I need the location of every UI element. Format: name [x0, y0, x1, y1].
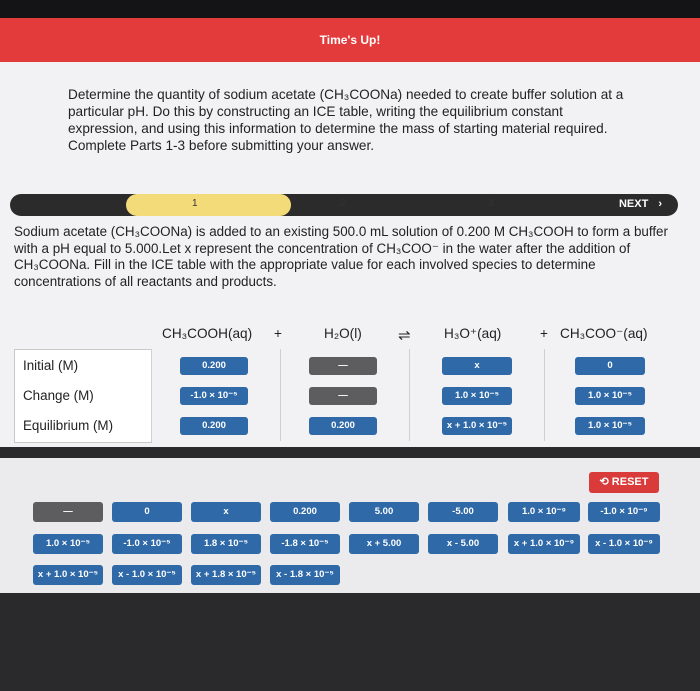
species-water: H₂O(l)	[324, 326, 362, 341]
chevron-right-icon: ›	[658, 198, 662, 210]
ice-column-acetic-acid	[151, 349, 280, 441]
ice-row-labels	[14, 349, 152, 443]
cell-initial-acetic-acid[interactable]: 0.200	[180, 357, 248, 375]
answer-tile[interactable]: x + 1.0 × 10⁻⁵	[33, 565, 103, 585]
answer-tile[interactable]: 5.00	[349, 502, 419, 522]
ice-column-hydronium	[409, 349, 544, 441]
next-label: NEXT	[618, 198, 649, 210]
step-1[interactable]: 1	[192, 198, 198, 209]
cell-initial-hydronium[interactable]: x	[442, 357, 512, 375]
species-hydronium: H₃O⁺(aq)	[444, 326, 502, 341]
intro-text: Determine the quantity of sodium acetate (CH₃COONa) needed to create buffer solution at a particular pH. Do this by constructing an ICE table, writing the equilibrium constant expression, and using this information to determine the mass of starting material required. Complete Parts 1-3 before submitting your answer.	[68, 87, 624, 153]
cell-change-acetate[interactable]: 1.0 × 10⁻⁵	[575, 387, 645, 405]
answer-tile[interactable]: x - 1.0 × 10⁻⁵	[112, 565, 182, 585]
answer-tile[interactable]: x + 1.0 × 10⁻⁹	[508, 534, 580, 554]
answer-tile[interactable]: -5.00	[428, 502, 498, 522]
banner-title: Time's Up!	[319, 33, 381, 47]
step-3[interactable]: 3	[488, 198, 494, 209]
row-label-initial: Initial (M)	[23, 358, 79, 373]
answer-tile[interactable]: 1.0 × 10⁻⁵	[33, 534, 103, 554]
cell-equilibrium-water[interactable]: 0.200	[309, 417, 377, 435]
answer-tile[interactable]: -1.0 × 10⁻⁵	[112, 534, 182, 554]
top-status-bar	[0, 0, 700, 18]
question-panel	[0, 62, 700, 447]
answer-tile[interactable]: 0.200	[270, 502, 340, 522]
cell-change-acetic-acid[interactable]: -1.0 × 10⁻⁵	[180, 387, 248, 405]
answer-tile[interactable]: x + 5.00	[349, 534, 419, 554]
answer-tile[interactable]: x + 1.8 × 10⁻⁵	[191, 565, 261, 585]
answer-tile[interactable]: x - 1.0 × 10⁻⁹	[588, 534, 660, 554]
species-acetate: CH₃COO⁻(aq)	[560, 326, 648, 341]
species-acetic-acid: CH₃COOH(aq)	[162, 326, 253, 341]
next-button[interactable]	[619, 198, 662, 210]
answer-tile[interactable]: 0	[112, 502, 182, 522]
answer-tile[interactable]: -1.8 × 10⁻⁵	[270, 534, 340, 554]
cell-equilibrium-acetate[interactable]: 1.0 × 10⁻⁵	[575, 417, 645, 435]
cell-initial-acetate[interactable]: 0	[575, 357, 645, 375]
row-label-equilibrium: Equilibrium (M)	[23, 418, 114, 433]
plus-sign-1: +	[274, 326, 282, 341]
timer-banner	[0, 18, 700, 62]
reset-button[interactable]	[589, 472, 659, 493]
reset-label: RESET	[611, 476, 649, 488]
cell-change-water[interactable]: —	[309, 387, 377, 405]
answer-tile[interactable]: x - 1.8 × 10⁻⁵	[270, 565, 340, 585]
row-label-change: Change (M)	[23, 388, 94, 403]
progress-bar	[10, 194, 678, 216]
answer-tile[interactable]: —	[33, 502, 103, 522]
cell-initial-water[interactable]: —	[309, 357, 377, 375]
ice-column-water	[280, 349, 409, 441]
answer-tile[interactable]: x	[191, 502, 261, 522]
plus-sign-2: +	[540, 326, 548, 341]
equilibrium-arrow: ⇌	[398, 327, 411, 344]
progress-fill	[126, 194, 291, 216]
answer-tile[interactable]: -1.0 × 10⁻⁹	[588, 502, 660, 522]
answer-tile[interactable]: 1.0 × 10⁻⁹	[508, 502, 580, 522]
cell-equilibrium-acetic-acid[interactable]: 0.200	[180, 417, 248, 435]
answer-tile[interactable]: x - 5.00	[428, 534, 498, 554]
ice-column-acetate	[544, 349, 681, 441]
answer-tile[interactable]: 1.8 × 10⁻⁵	[191, 534, 261, 554]
step-2[interactable]: 2	[340, 198, 346, 209]
cell-change-hydronium[interactable]: 1.0 × 10⁻⁵	[442, 387, 512, 405]
reset-icon: ⟲	[599, 476, 612, 488]
cell-equilibrium-hydronium[interactable]: x + 1.0 × 10⁻⁵	[442, 417, 512, 435]
question-text: Sodium acetate (CH₃COONa) is added to an existing 500.0 mL solution of 0.200 M CH₃COOH to form a buffer with a pH equal to 5.000.Let x represent the concentration of CH₃COO⁻ in the water after the addition of CH₃COONa. Fill in the ICE table with the appropriate value for each involved species to determine concentrations of all reactants and products.	[14, 224, 668, 289]
